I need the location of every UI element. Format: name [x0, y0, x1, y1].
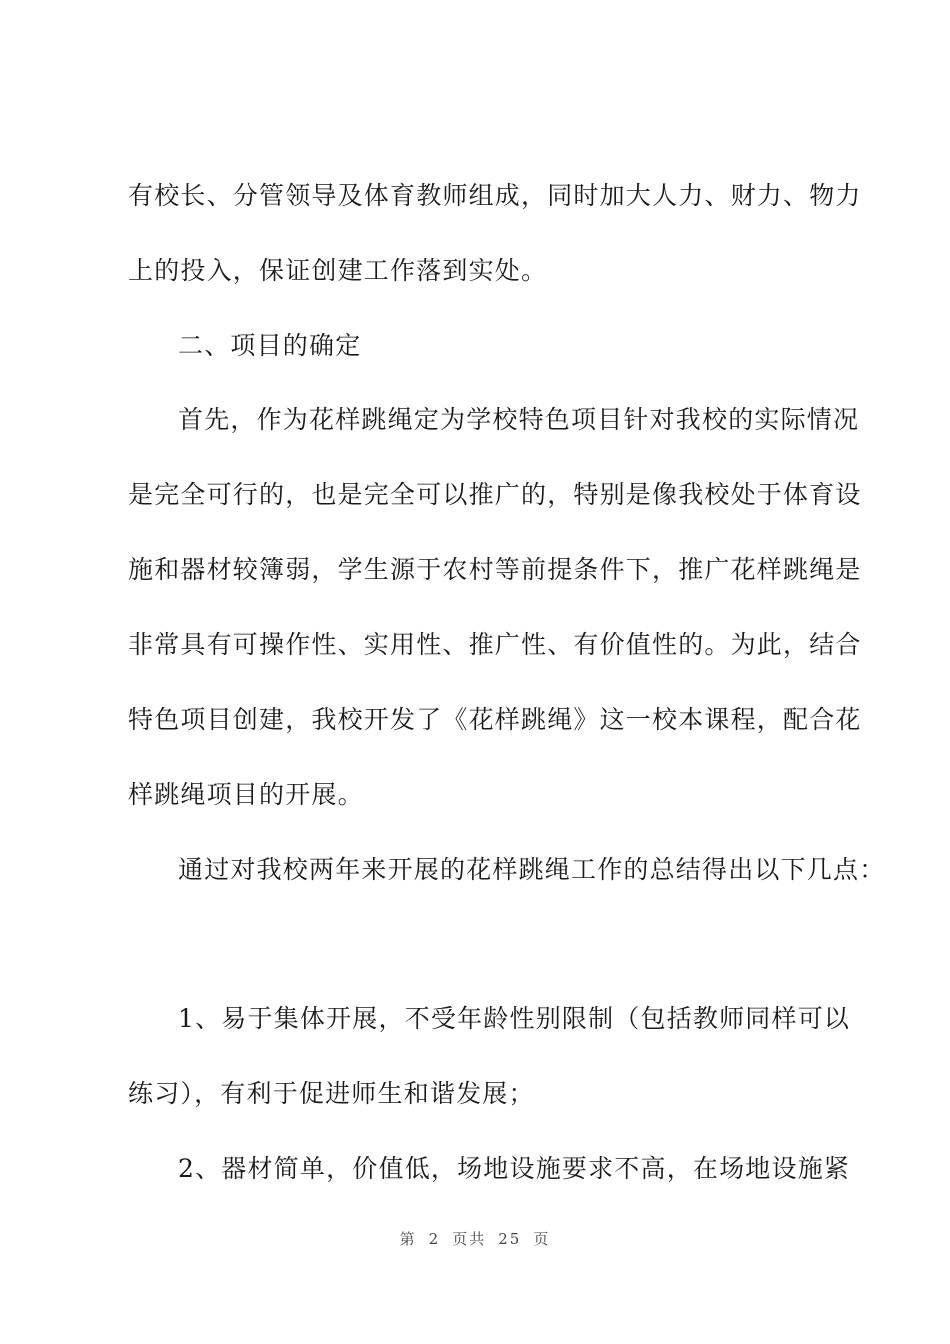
body-text-line: 是完全可行的，也是完全可以推广的，特别是像我校处于体育设	[128, 480, 862, 509]
footer-label-end: 页	[533, 1230, 551, 1248]
body-text-line: 样跳绳项目的开展。	[128, 780, 364, 809]
current-page-number: 2	[428, 1230, 441, 1248]
page-footer	[0, 1229, 950, 1249]
total-pages-number: 25	[498, 1230, 522, 1248]
footer-label-of: 页共	[452, 1230, 487, 1248]
body-text-line: 非常具有可操作性、实用性、推广性、有价值性的。为此，结合	[128, 630, 862, 659]
body-text-line: 通过对我校两年来开展的花样跳绳工作的总结得出以下几点：	[178, 855, 886, 884]
list-item-continuation: 练习），有利于促进师生和谐发展；	[128, 1079, 535, 1108]
section-heading: 二、项目的确定	[178, 331, 362, 360]
body-text-line: 施和器材较簿弱，学生源于农村等前提条件下，推广花样跳绳是	[128, 555, 862, 584]
footer-label-page: 第	[399, 1230, 417, 1248]
list-item: 2、器材简单，价值低，场地设施要求不高，在场地设施紧	[178, 1154, 851, 1183]
body-text-line: 首先，作为花样跳绳定为学校特色项目针对我校的实际情况	[178, 405, 860, 434]
body-text-line: 有校长、分管领导及体育教师组成，同时加大人力、财力、物力	[128, 181, 862, 210]
list-item: 1、易于集体开展，不受年龄性别限制（包括教师同样可以	[178, 1004, 851, 1033]
body-text-line: 特色项目创建，我校开发了《花样跳绳》这一校本课程，配合花	[128, 705, 862, 734]
body-text-line: 上的投入，保证创建工作落到实处。	[128, 256, 548, 285]
